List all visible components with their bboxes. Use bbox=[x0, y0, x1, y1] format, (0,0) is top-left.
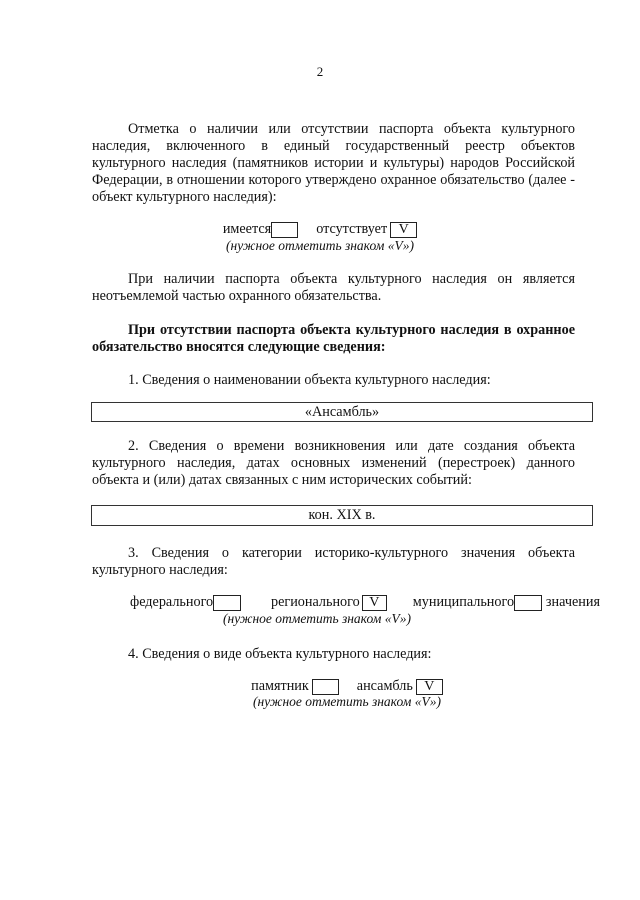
intro-paragraph: Отметка о наличии или отсутствии паспорта объекта культурного наследия, включенного в единый государственный реестр объектов культурного наследия (памятников истории и культуры) народов Российской Федерации, в отношении которого утверждено охранное обязательство (далее - объект культурного наследия): bbox=[92, 121, 575, 205]
bold-paragraph: При отсутствии паспорта объекта культурного наследия в охранное обязательство вносятся следующие сведения: bbox=[92, 322, 575, 355]
kind-check-row bbox=[27, 678, 640, 695]
present-label: имеется bbox=[222, 221, 272, 237]
page-number: 2 bbox=[316, 64, 324, 79]
section1-value-box[interactable]: «Ансамбль» bbox=[91, 402, 593, 422]
section1-title: 1. Сведения о наименовании объекта культурного наследия: bbox=[128, 372, 491, 388]
section3-title: 3. Сведения о категории историко-культурного значения объекта культурного наследия: bbox=[92, 545, 575, 578]
section4-title: 4. Сведения о виде объекта культурного наследия: bbox=[128, 646, 432, 662]
monument-checkbox[interactable] bbox=[312, 679, 339, 695]
category-suffix: значения bbox=[545, 594, 600, 610]
present-checkbox[interactable] bbox=[271, 222, 298, 238]
federal-checkbox[interactable] bbox=[213, 595, 241, 611]
section2-value-box[interactable]: кон. XIX в. bbox=[91, 505, 593, 526]
ensemble-label: ансамбль bbox=[356, 678, 413, 694]
federal-label: федерального bbox=[130, 594, 214, 610]
regional-checkbox[interactable]: V bbox=[362, 595, 387, 611]
passport-note: При наличии паспорта объекта культурного наследия он является неотъемлемой частью охранного обязательства. bbox=[92, 271, 575, 304]
ensemble-checkbox[interactable]: V bbox=[416, 679, 443, 695]
absent-checkbox[interactable]: V bbox=[390, 222, 417, 238]
municipal-label: муниципального bbox=[412, 594, 515, 610]
kind-hint: (нужное отметить знаком «V») bbox=[253, 694, 441, 709]
passport-hint: (нужное отметить знаком «V») bbox=[226, 238, 414, 253]
category-hint: (нужное отметить знаком «V») bbox=[223, 611, 411, 626]
regional-label: регионального bbox=[271, 594, 360, 610]
monument-label: памятник bbox=[251, 678, 309, 694]
passport-check-row bbox=[0, 221, 640, 238]
category-check-row bbox=[130, 594, 600, 611]
municipal-checkbox[interactable] bbox=[514, 595, 542, 611]
absent-label: отсутствует bbox=[316, 221, 388, 237]
section2-title: 2. Сведения о времени возникновения или дате создания объекта культурного наследия, датах основных изменений (перестроек) данного объекта и (или) датах связанных с ним исторических событий: bbox=[92, 438, 575, 488]
